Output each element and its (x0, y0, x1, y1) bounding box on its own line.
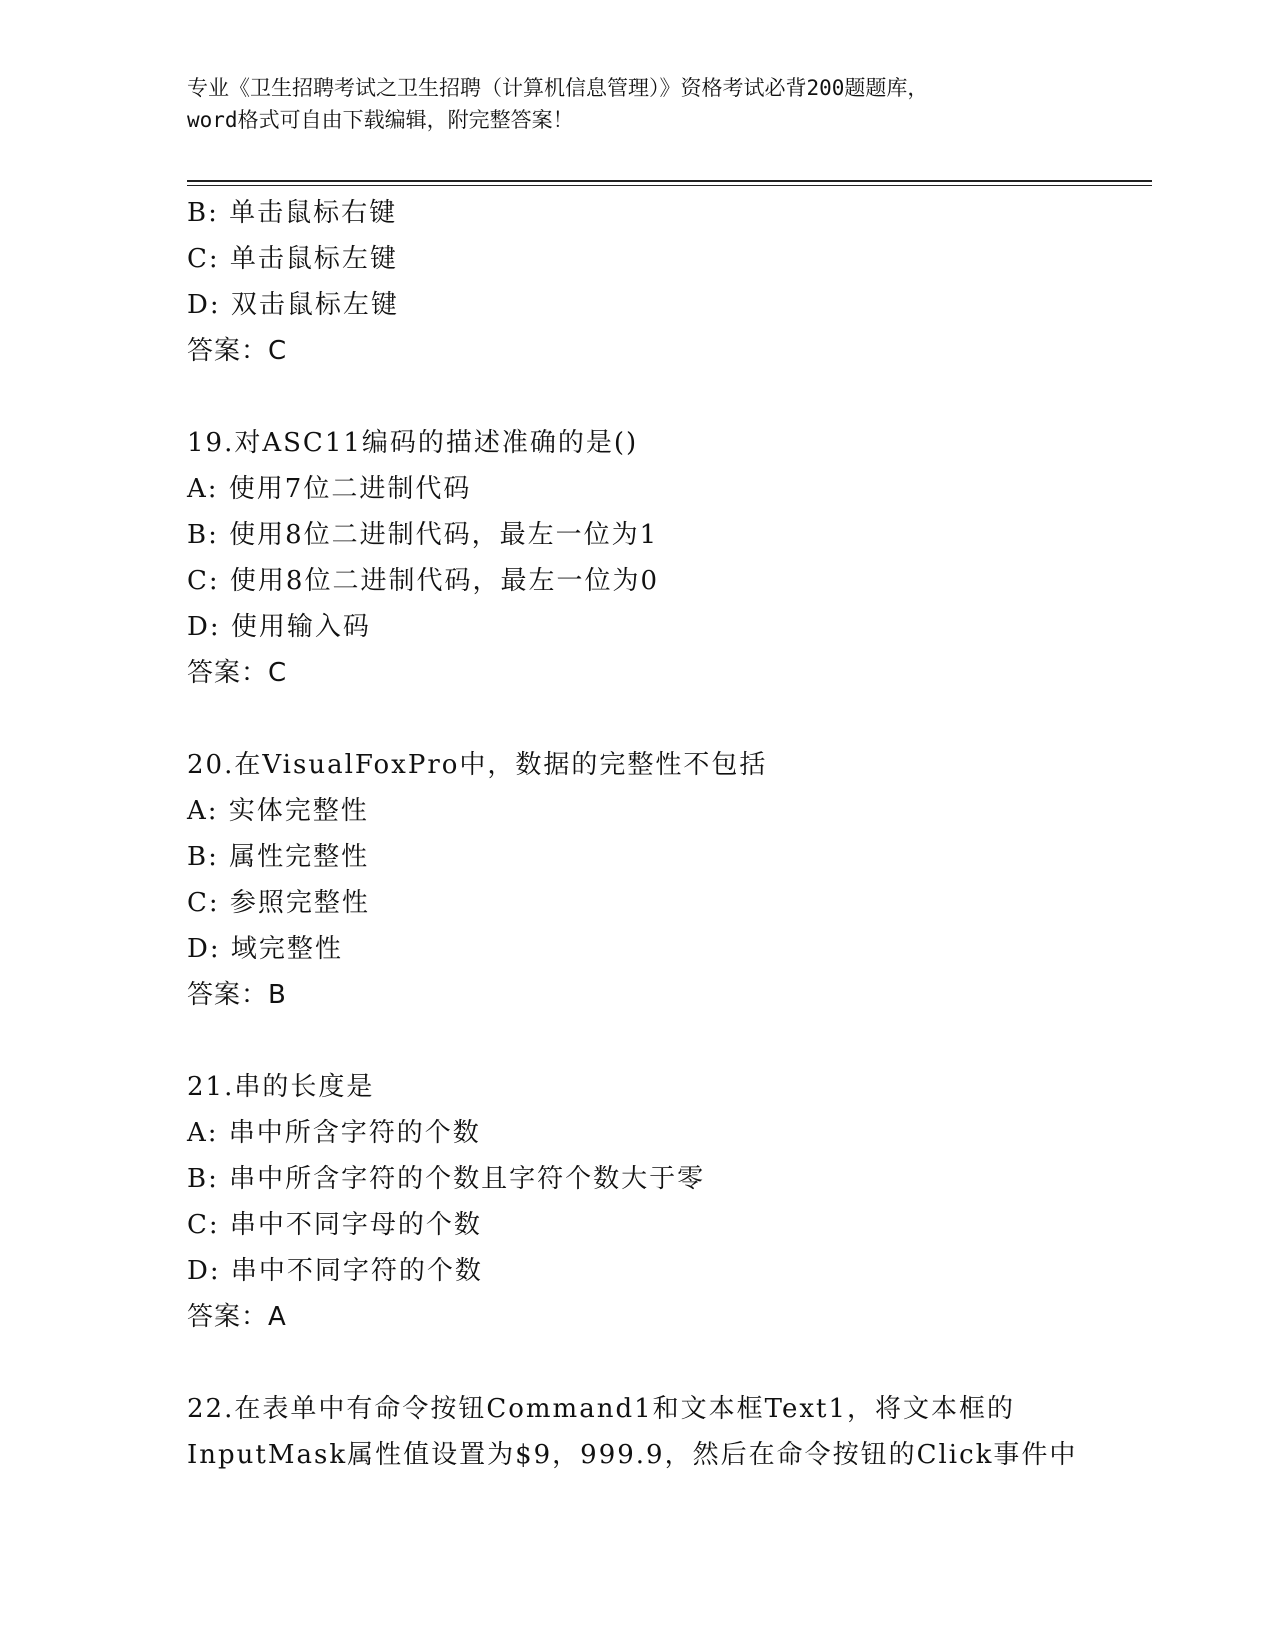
option-c: C: 使用8位二进制代码，最左一位为0 (187, 566, 660, 596)
option-b: B: 单击鼠标右键 (187, 198, 398, 228)
option-a: A: 实体完整性 (187, 796, 369, 826)
question-18-tail (187, 190, 1117, 374)
question-21 (187, 1064, 1117, 1340)
option-d: D: 双击鼠标左键 (187, 290, 399, 320)
answer-line: 答案：A (187, 1302, 287, 1332)
answer-line: 答案：B (187, 980, 287, 1010)
spacer (187, 374, 1117, 420)
option-a: A: 使用7位二进制代码 (187, 474, 472, 504)
option-b: B: 串中所含字符的个数且字符个数大于零 (187, 1164, 706, 1194)
question-stem: 19.对ASC11编码的描述准确的是() (187, 428, 639, 458)
answer-line: 答案：C (187, 336, 288, 366)
question-stem: 20.在VisualFoxPro中，数据的完整性不包括 (187, 750, 768, 780)
question-stem: 21.串的长度是 (187, 1072, 375, 1102)
document-body (187, 190, 1117, 1478)
option-d: D: 使用输入码 (187, 612, 371, 642)
option-c: C: 单击鼠标左键 (187, 244, 398, 274)
option-d: D: 串中不同字符的个数 (187, 1256, 483, 1286)
option-c: C: 串中不同字母的个数 (187, 1210, 482, 1240)
spacer (187, 696, 1117, 742)
header-line-2: word格式可自由下载编辑，附完整答案！ (187, 108, 574, 132)
header-line-1: 专业《卫生招聘考试之卫生招聘（计算机信息管理）》资格考试必背200题题库， (187, 76, 929, 100)
question-stem-line-2: InputMask属性值设置为$9，999.9，然后在命令按钮的Click事件中 (187, 1440, 1078, 1470)
option-c: C: 参照完整性 (187, 888, 370, 918)
question-stem-line-1: 22.在表单中有命令按钮Command1和文本框Text1，将文本框的 (187, 1394, 1015, 1424)
header-divider-thick (187, 180, 1152, 182)
option-b: B: 使用8位二进制代码，最左一位为1 (187, 520, 659, 550)
question-22 (187, 1386, 1117, 1478)
document-header (187, 72, 1087, 136)
header-divider-thin (187, 185, 1152, 186)
option-a: A: 串中所含字符的个数 (187, 1118, 481, 1148)
question-19 (187, 420, 1117, 696)
option-d: D: 域完整性 (187, 934, 343, 964)
answer-line: 答案：C (187, 658, 288, 688)
spacer (187, 1018, 1117, 1064)
spacer (187, 1340, 1117, 1386)
option-b: B: 属性完整性 (187, 842, 370, 872)
question-20 (187, 742, 1117, 1018)
